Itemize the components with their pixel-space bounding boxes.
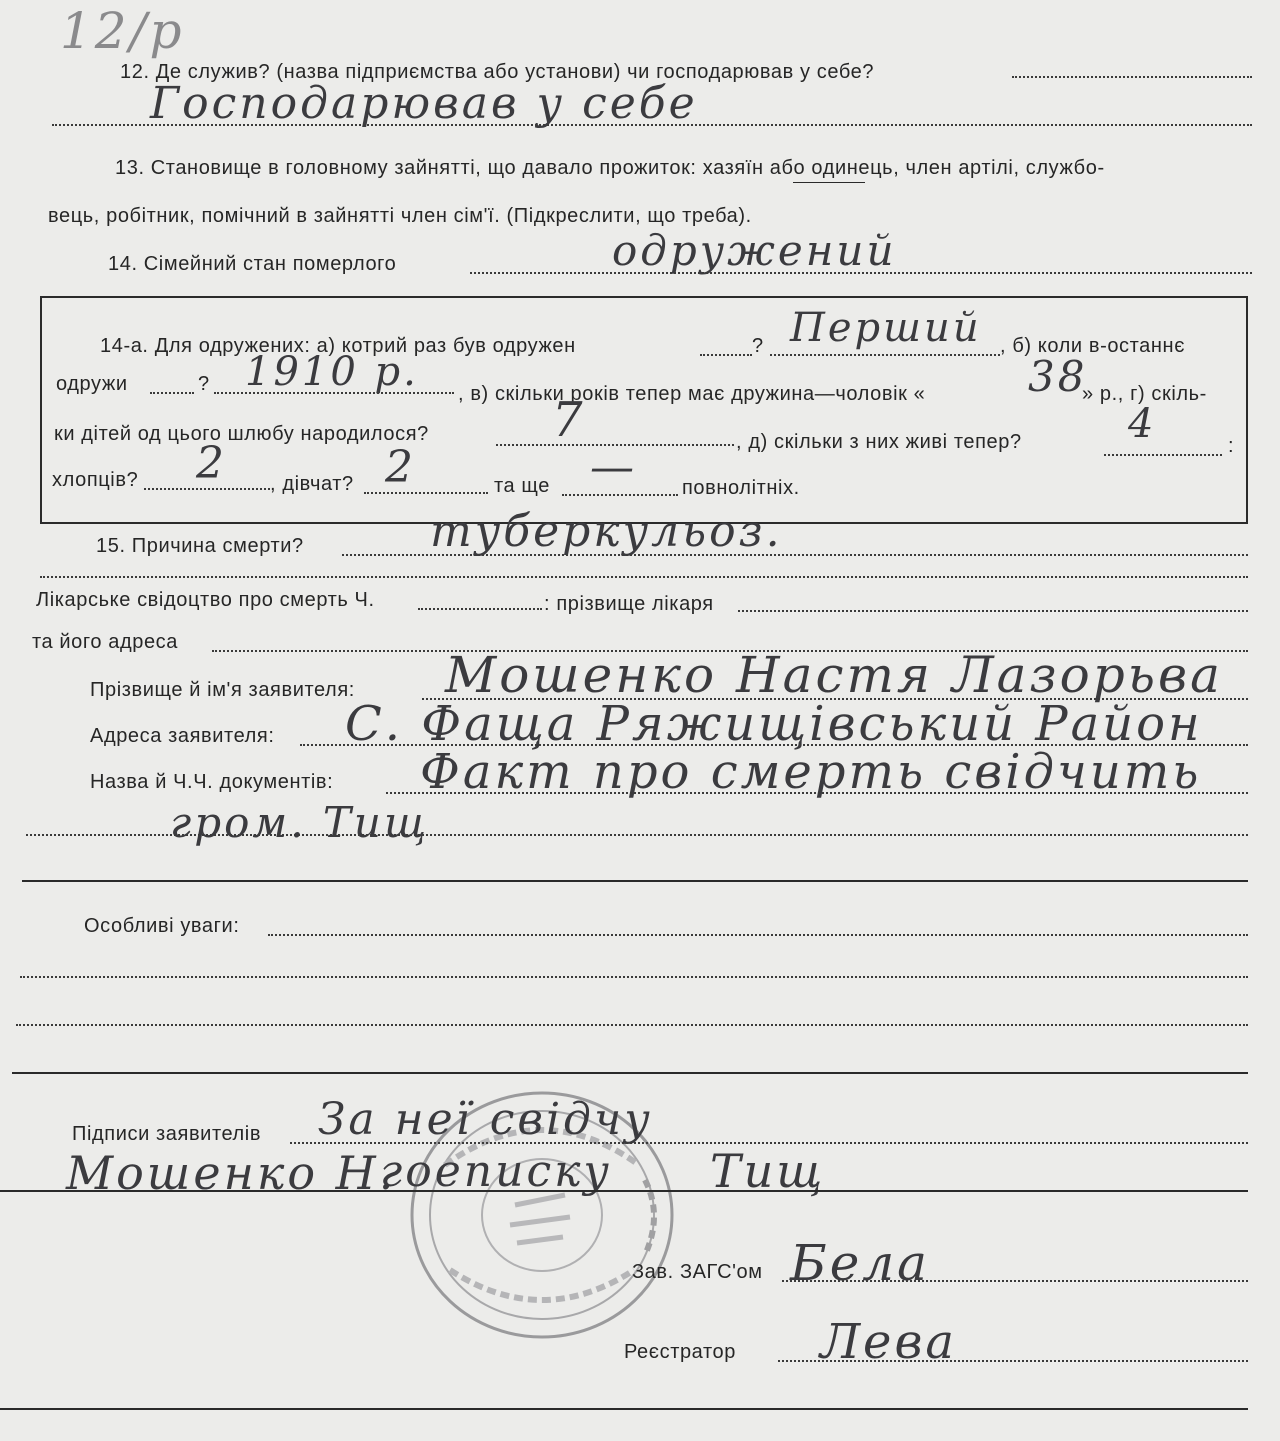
signature-line2b: гоеписку <box>380 1146 612 1197</box>
notes-line-3 <box>16 1024 1248 1026</box>
bottom-rule <box>0 1408 1248 1410</box>
registrar-line <box>778 1360 1248 1362</box>
q14a-q1: ? <box>752 335 764 357</box>
applicant-docs-value2: гром. Тищ <box>170 798 430 847</box>
q13-line1: 13. Становище в головному зайнятті, що давало прожиток: хазяїн або одинець, член артілі, службо- <box>115 157 1105 179</box>
q14a-answer-times: Перший <box>790 305 982 351</box>
q14a-line4-d: повнолітніх. <box>682 477 800 499</box>
docs-extra-line-2 <box>22 880 1248 882</box>
zags-head-line <box>782 1280 1248 1282</box>
notes-line-4 <box>12 1072 1248 1074</box>
q15-extra-line <box>40 576 1248 578</box>
registrar-label: Реєстратор <box>624 1341 736 1363</box>
q14a-dots-2b <box>214 392 454 394</box>
applicant-name-label: Прізвище й ім'я заявителя: <box>90 679 355 701</box>
signature-line1: За неї свідчу <box>318 1094 653 1145</box>
q14a-line3-a: ки дітей од цього шлюбу народилося? <box>54 423 429 445</box>
q14a-line3-b: , д) скільки з них живі тепер? <box>736 431 1022 453</box>
q14a-q2: ? <box>198 373 210 395</box>
notes-line-1 <box>268 934 1248 936</box>
q14a-line1-a: 14-а. Для одружених: а) котрий раз був одружен <box>100 335 576 357</box>
q14-label: 14. Сімейний стан померлого <box>108 253 397 275</box>
zags-head-signature: Бела <box>790 1234 930 1292</box>
q14a-dots-1b <box>770 354 1000 356</box>
q14a-line2-a: одружи <box>56 373 128 395</box>
q14a-line4-a: хлопців? <box>52 469 139 491</box>
q15-label: 15. Причина смерти? <box>96 535 304 557</box>
q14a-answer-spouse-age: 38 <box>1028 352 1088 401</box>
medical-number-line <box>418 608 542 610</box>
docs-extra-line-1 <box>26 834 1248 836</box>
notes-label: Особливі уваги: <box>84 915 240 937</box>
q14a-answer-year: 1910 р. <box>245 349 419 395</box>
q14a-answer-alive: 4 <box>1128 401 1157 447</box>
q14a-dots-2a <box>150 392 194 394</box>
q14a-answer-more: — <box>590 442 637 493</box>
q14a-dots-4a <box>144 488 270 490</box>
q14-answer-line <box>470 272 1252 274</box>
signature-line2: Мошенко Н. <box>66 1146 397 1200</box>
q14a-line2-b: , в) скільки років тепер має дружина—чоловік « <box>458 383 926 405</box>
signatures-label: Підписи заявителів <box>72 1123 262 1145</box>
medical-label: Лікарське свідоцтво про смерть Ч. <box>36 589 375 611</box>
q14a-dots-4b <box>364 492 488 494</box>
q14a-line4-c: та ще <box>494 475 550 497</box>
signature-line2c: Тищ <box>710 1144 826 1198</box>
q14a-line1-b: , б) коли в-останнє <box>1000 335 1186 357</box>
doctor-name-line <box>738 610 1248 612</box>
applicant-docs-label: Назва й Ч.Ч. документів: <box>90 771 334 793</box>
applicant-address-value: С. Фаща Ряжищівський Район <box>345 696 1203 752</box>
q12-label: 12. Де служив? (назва підприємства або установи) чи господарював у себе? <box>120 61 875 83</box>
registrar-signature: Лева <box>820 1314 958 1370</box>
q14a-answer-boys: 2 <box>196 438 227 489</box>
q12-answer: Господарював у себе <box>150 78 698 129</box>
applicant-name-value: Мошенко Настя Лазорьва <box>445 646 1223 704</box>
q14a-line4-b: , дівчат? <box>270 473 354 495</box>
q12-dotted-line <box>1012 76 1252 78</box>
q14a-answer-girls: 2 <box>385 442 416 493</box>
q13-underline-khaziain <box>793 182 865 183</box>
q14a-dots-3b <box>1104 454 1222 456</box>
corner-note: 12/р <box>60 2 185 60</box>
q12-answer-line <box>52 124 1252 126</box>
q14a-answer-children: 7 <box>552 392 586 448</box>
q15-answer-line <box>342 554 1248 556</box>
q15-answer: туберкульоз. <box>430 506 783 557</box>
applicant-docs-line <box>386 792 1248 794</box>
q14-answer: одружений <box>612 226 897 275</box>
applicant-address-label: Адреса заявителя: <box>90 725 275 747</box>
signature-line2-rule <box>0 1190 1248 1192</box>
notes-line-2 <box>20 976 1248 978</box>
q14a-line3-c: : <box>1228 435 1235 457</box>
doctor-address-label: та його адреса <box>32 631 179 653</box>
q14a-dots-4c <box>562 494 678 496</box>
applicant-docs-value: Факт про смерть свідчить <box>420 744 1202 800</box>
q13-line2: вець, робітник, помічний в зайнятті член сім'ї. (Підкреслити, що треба). <box>48 205 752 227</box>
q14a-dots-1 <box>700 354 752 356</box>
doctor-label: : прізвище лікаря <box>544 593 714 615</box>
q14a-line2-c: » р., г) скіль- <box>1082 383 1207 405</box>
zags-head-label: Зав. ЗАГС'ом <box>632 1261 763 1283</box>
